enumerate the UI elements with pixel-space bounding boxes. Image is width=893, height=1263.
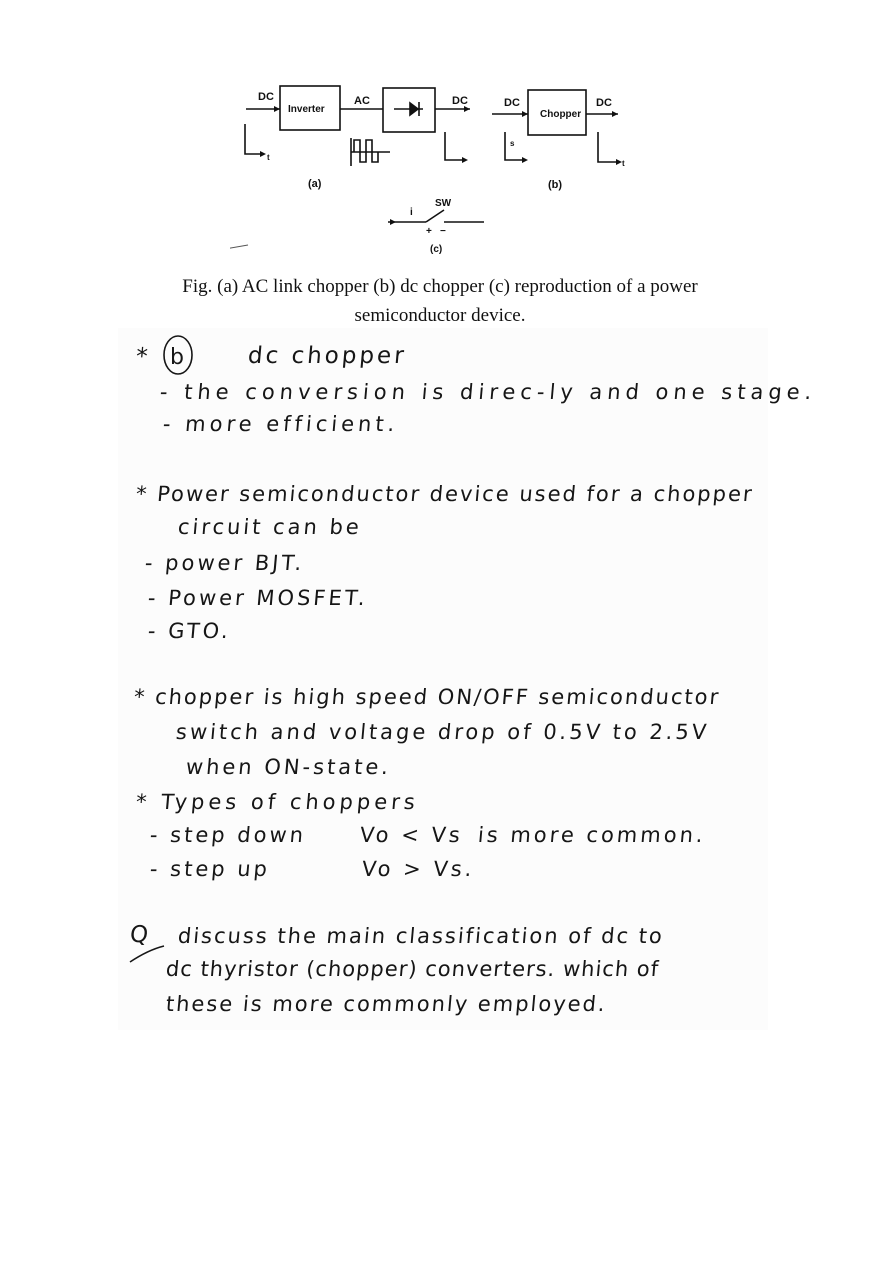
power-devices-line-1: * Power semiconductor device used for a chopper	[134, 482, 755, 506]
panel-c-current-label: i	[410, 207, 413, 218]
caption-line-2: semiconductor device.	[354, 305, 526, 326]
question-line-3: these is more commonly employed.	[164, 992, 608, 1016]
panel-a-in-label: DC	[258, 91, 274, 103]
panel-c-label: (c)	[430, 244, 443, 255]
dc-chopper-heading: dc chopper	[246, 343, 408, 369]
panel-b-vs-label: s	[510, 139, 515, 148]
types-step-down-relation: Vo < Vs	[358, 823, 464, 847]
power-devices-line-2: circuit can be	[176, 515, 363, 539]
circled-b-letter: b	[170, 345, 184, 370]
power-device-mosfet: - Power MOSFET.	[146, 586, 369, 610]
panel-b-in-label: DC	[504, 97, 520, 109]
chopper-block-label: Chopper	[540, 109, 582, 120]
chopper-desc-line-1: * chopper is high speed ON/OFF semiconductor	[132, 685, 722, 709]
power-device-gto: - GTO.	[146, 619, 233, 643]
inverter-block-label: Inverter	[288, 104, 325, 115]
types-step-up-relation: Vo > Vs.	[360, 857, 476, 881]
chopper-figure	[230, 82, 650, 262]
question-mark-q: Q	[128, 922, 153, 948]
dc-chopper-point-1: - the conversion is direc-ly and one stage.	[158, 380, 818, 404]
types-step-up-label: - step up	[148, 857, 272, 881]
power-device-bjt: - power BJT.	[143, 551, 306, 575]
panel-b-time-axis: t	[622, 159, 625, 168]
question-line-2: dc thyristor (chopper) converters. which of	[164, 957, 661, 981]
chopper-desc-line-3: when ON-state.	[184, 755, 393, 779]
panel-c-plus: +	[426, 226, 432, 237]
panel-b-out-label: DC	[596, 97, 612, 109]
dc-chopper-point-2: - more efficient.	[161, 412, 400, 436]
panel-a-time-axis: t	[267, 153, 270, 162]
panel-b-label: (b)	[548, 179, 563, 191]
caption-line-1: Fig. (a) AC link chopper (b) dc chopper (c) reproduction of a power	[182, 276, 698, 297]
circled-b-mark	[160, 334, 200, 378]
panel-a-ac-label: AC	[354, 95, 370, 107]
panel-c-minus: −	[440, 226, 446, 237]
figure-caption	[160, 272, 720, 330]
types-heading: * Types of choppers	[134, 790, 420, 814]
types-step-down-note: is more common.	[476, 823, 707, 847]
panel-a-out-label: DC	[452, 95, 468, 107]
chopper-desc-line-2: switch and voltage drop of 0.5V to 2.5V	[174, 720, 711, 744]
types-step-down-label: - step down	[148, 823, 308, 847]
question-underline-stroke	[128, 944, 168, 966]
question-line-1: discuss the main classification of dc to	[176, 924, 665, 948]
dc-chopper-star: *	[134, 344, 152, 370]
panel-a-label: (a)	[308, 178, 322, 190]
panel-c-switch-label: SW	[435, 198, 452, 209]
